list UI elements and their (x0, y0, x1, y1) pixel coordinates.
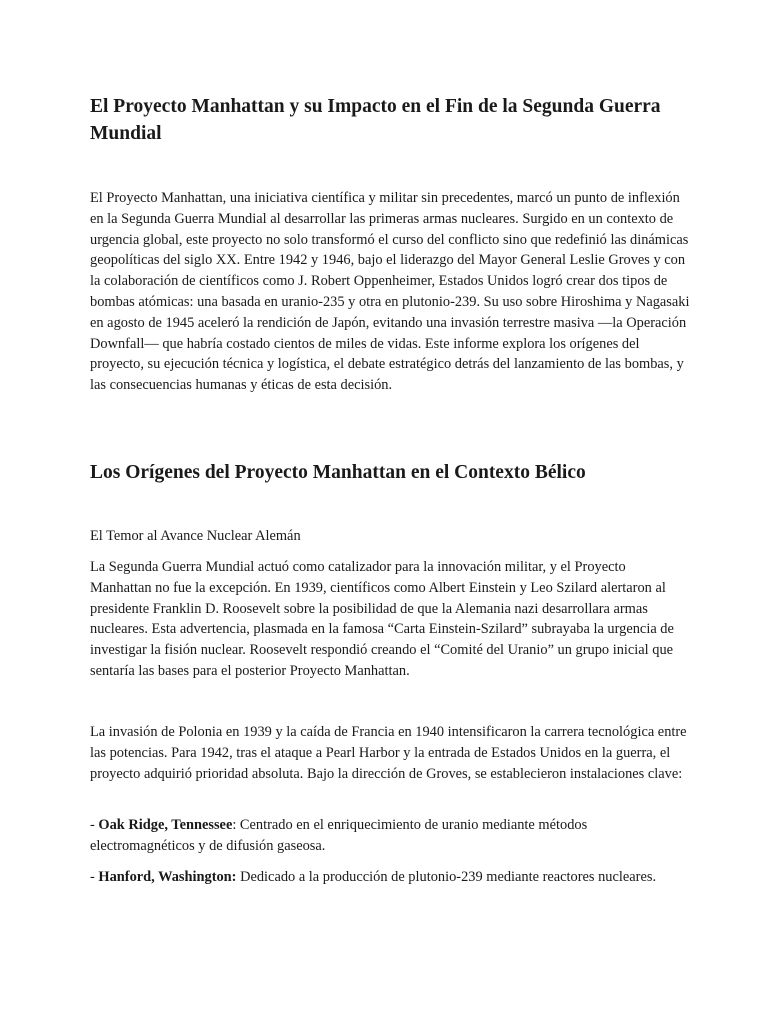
list-item-oak-ridge (90, 815, 690, 857)
subsection-heading-german-fear: El Temor al Avance Nuclear Alemán (90, 528, 301, 544)
paragraph-context: La Segunda Guerra Mundial actuó como catalizador para la innovación militar, y el Proyecto Manhattan no fue la excepción. En 1939, científicos como Albert Einstein y Leo Szilard alertaron al presidente Franklin D. Roosevelt sobre la posibilidad de que la Alemania nazi desarrollara armas nucleares. Esta advertencia, plasmada en la famosa “Carta Einstein-Szilard” subrayaba la urgencia de investigar la fisión nuclear. Roosevelt respondió creando el “Comité del Uranio” un grupo inicial que sentaría las bases para el posterior Proyecto Manhattan. (90, 559, 674, 679)
list-item-hanford (90, 867, 690, 888)
list-item-bold-label: Hanford, Washington: (98, 869, 237, 885)
list-bullet: - (90, 869, 99, 885)
document-title: El Proyecto Manhattan y su Impacto en el Fin de la Segunda Guerra Mundial (90, 96, 661, 144)
list-item-bold-label: Oak Ridge, Tennessee (98, 817, 233, 833)
list-item-text: : Centrado en el enriquecimiento de uranio mediante métodos electromagnéticos y de difusión gaseosa. (90, 817, 588, 854)
paragraph-escalation: La invasión de Polonia en 1939 y la caída de Francia en 1940 intensificaron la carrera tecnológica entre las potencias. Para 1942, tras el ataque a Pearl Harbor y la entrada de Estados Unidos en la guerra, el proyecto adquirió prioridad absoluta. Bajo la dirección de Groves, se establecieron instalaciones clave: (90, 724, 687, 782)
list-bullet: - (90, 817, 99, 833)
intro-paragraph: El Proyecto Manhattan, una iniciativa científica y militar sin precedentes, marcó un punto de inflexión en la Segunda Guerra Mundial al desarrollar las primeras armas nucleares. Surgido en un contexto de urgencia global, este proyecto no solo transformó el curso del conflicto sino que redefinió las dinámicas geopolíticas del siglo XX. Entre 1942 y 1946, bajo el liderazgo del Mayor General Leslie Groves y con la colaboración de científicos como J. Robert Oppenheimer, Estados Unidos logró crear dos tipos de bombas atómicas: una basada en uranio-235 y otra en plutonio-239. Su uso sobre Hiroshima y Nagasaki en agosto de 1945 aceleró la rendición de Japón, evitando una invasión terrestre masiva —la Operación Downfall— que habría costado cientos de miles de vidas. Este informe explora los orígenes del proyecto, su ejecución técnica y logística, el debate estratégico detrás del lanzamiento de las bombas, y las consecuencias humanas y éticas de esta decisión. (90, 190, 690, 394)
list-item-text: Dedicado a la producción de plutonio-239 mediante reactores nucleares. (236, 869, 657, 885)
section-heading-origins: Los Orígenes del Proyecto Manhattan en el Contexto Bélico (90, 462, 586, 483)
